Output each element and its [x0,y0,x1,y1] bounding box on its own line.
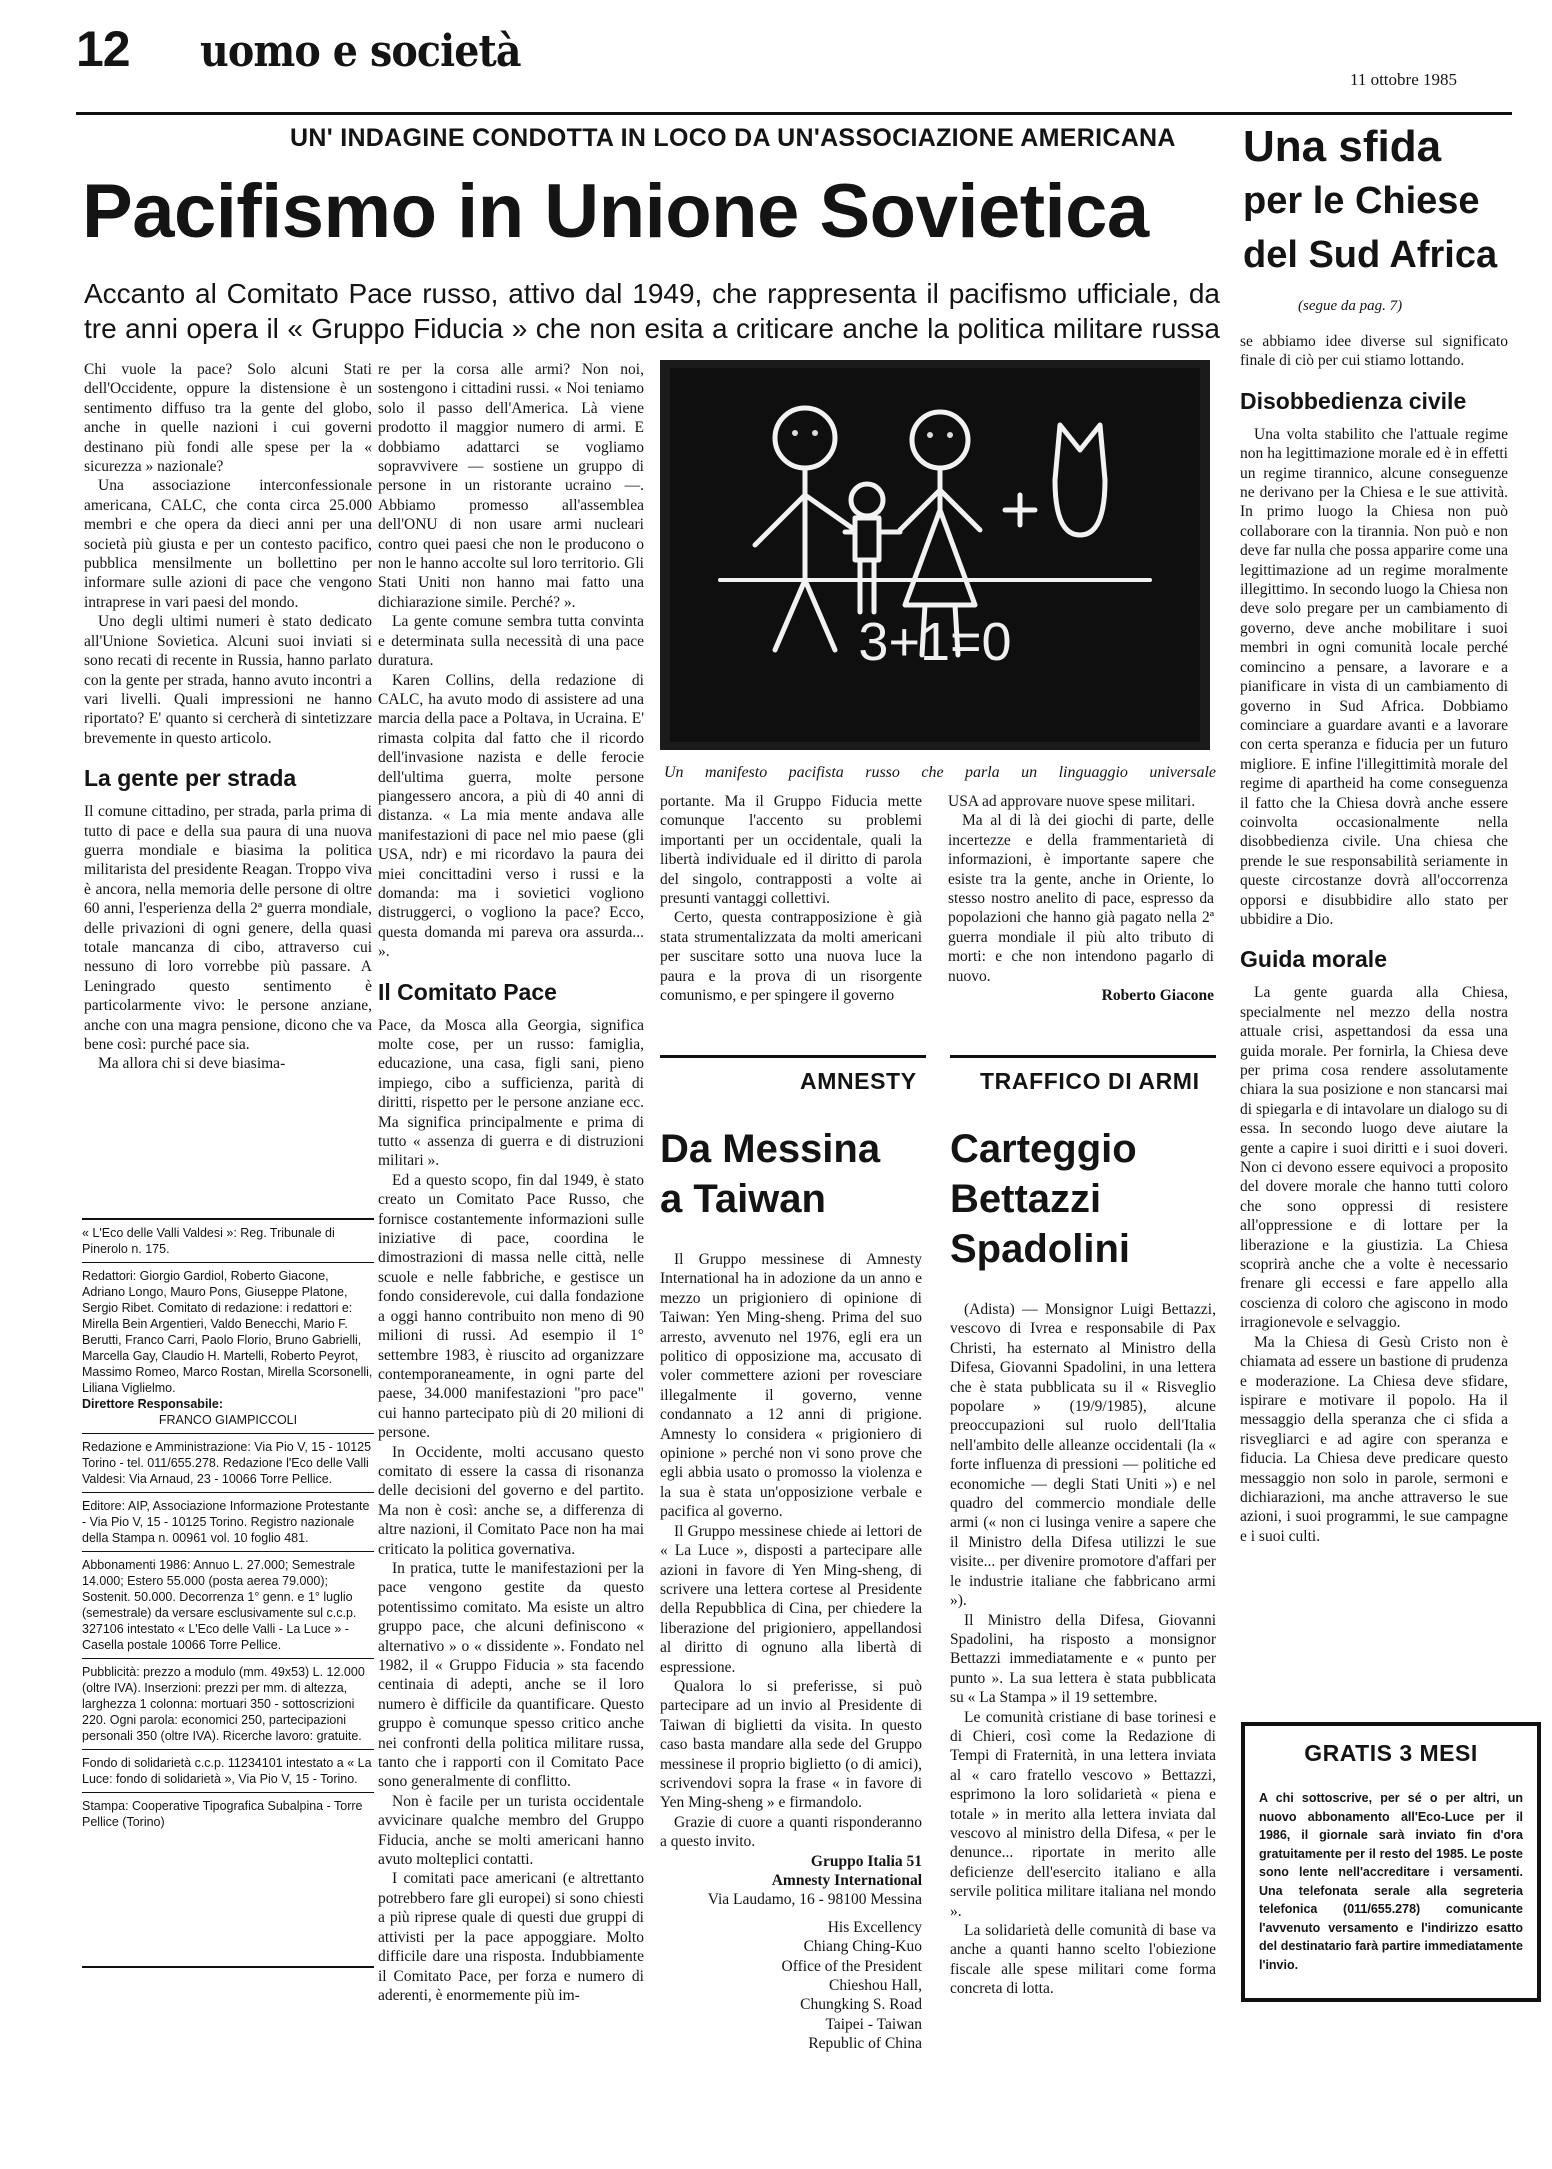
amnesty-address: Via Laudamo, 16 - 98100 Messina [707,1891,922,1909]
paragraph: Karen Collins, della redazione di CALC, ha avuto modo di assistere ad una marcia della pace a Poltava, in Ucraina. E' rimasta colpita dal fatto che il ricordo dell'invasione nazista e delle ferocie dell'ultima guerra, molte persone piangessero ancora, a più di 40 anni di distanza. « La mia mente andava alle manifestazioni di pace nel mio paese (gli USA, ndr) e mi ricordavo la paura dei miei concittadini verso i russi e la domanda: ma i sovietici vogliono distruggerci, o vogliono la pace? Ecco, questa domanda mi pareva ora assurda... ». [378,671,644,961]
paragraph: Una volta stabilito che l'attuale regime non ha legittimazione morale ed è in effetti un regime tirannico, alcune conseguenze ne derivano per la Chiesa e le sue attività. In primo luogo la Chiesa non può collaborare con la tirannia. Non può e non deve far nulla che possa apparire come una legittimazione ad un regime moralmente illegittimo. In secondo luogo la Chiesa non deve solo pregare per un cambiamento di governo, deve anche mobilitare i suoi membri in ogni comunità locale perché comincino a pensare, a lavorare e a pianificare in vista di un cambiamento di governo in Sud Africa. Dobbiamo cominciare a guardare avanti e a lavorare con certa speranza e fiducia per un futuro migliore. E infine l'illegittimità morale del regime di apartheid ha come conseguenza il fatto che la Chiesa dovrà anche essere coinvolta occasionalmente nella disobbedienza civile. Una chiesa che prende le sue responsabilità seriamente in queste circostanze dovrà all'occorrenza opporsi e disubbidire allo stato per ubbidire a Dio. [1240,425,1508,928]
traffico-title-line: Carteggio [950,1127,1137,1171]
issue-date: 11 ottobre 1985 [1349,70,1457,89]
paragraph: In pratica, tutte le manifestazioni per la pace vengono gestite da questo potentissimo comitato. Ma esiste un altro gruppo pace, che alcuni definiscono « alternativo » o « dissidente ». Fondato nel 1982, il « Gruppo Fiducia » sta facendo centinaia di adepti, anche se il loro numero è difficile da quantificare. Questo gruppo è comunque spesso critico anche nei confronti della politica militare russa, tanto che i rapporti con il Comitato Pace sono generalmente di conflitto. [378,1559,644,1791]
header-rule [76,112,1512,115]
subheading: La gente per strada [84,765,297,792]
recipient-line: Office of the President [781,1957,922,1975]
article-headline: Pacifismo in Unione Sovietica [82,169,1149,254]
amnesty-kicker: AMNESTY [800,1068,917,1094]
paragraph: Ma allora chi si deve biasima- [98,1055,286,1073]
article-kicker: UN' INDAGINE CONDOTTA IN LOCO DA UN'ASSOCIAZIONE AMERICANA [290,124,1176,152]
paragraph: Certo, questa contrapposizione è già stata strumentalizzata da molti americani per suscitare sotto una nuova luce la paura e la prova di un risorgente comunismo, e per spingere il governo [660,909,922,1005]
traffico-body [950,1300,1216,2020]
paragraph: Ma la Chiesa di Gesù Cristo non è chiamata ad essere un bastione di prudenza e moderazione. La Chiesa deve sfidare, ispirare e motivare il popolo. Ha il messaggio della speranza che ci sfida a risvegliarci e ad agire con speranza e fiducia. La Chiesa deve predicare questo messaggio non solo in parole, sermoni e dichiarazioni, ma anche attraverso le sue azioni, i suoi programmi, le sue campagne e i suoi culti. [1240,1333,1508,1545]
recipient-line: Taipei - Taiwan [825,2015,922,2033]
paragraph: Ma al di là dei giochi di parte, delle incertezze e della frammentarietà di informazioni, è importante sapere che esiste tra la gente, anche in Oriente, lo stesso nostro anelito di pace, espresso da popolazioni che hanno già pagato nella 2ª guerra mondiale il più alto tributo di morti: e che non intendono pagarlo di nuovo. [948,812,1214,985]
masthead-office: Redazione e Amministrazione: Via Pio V, 15 - 10125 Torino - tel. 011/655.278. Redazione l'Eco delle Valli Valdesi: Via Arnaud, 23 - 10066 Torre Pellice. [82,1434,374,1493]
recipient-line: Republic of China [808,2035,922,2053]
paragraph: Il Gruppo messinese di Amnesty International ha in adozione da un anno e mezzo un prigioniero di opinione di Taiwan: Yen Ming-sheng. Prima del suo arresto, avvenuto nel 1976, egli era un politico di opposizione ma, accusato di voler commettere azioni per rovesciare illegalmente il governo, venne condannato a 12 anni di prigione. Amnesty lo considera « prigioniero di opinione » perché non vi sono prove che egli abbia usato o promosso la violenza e la sua è stata un'opposizione verbale e pacifica al governo. [660,1251,922,1521]
right-article-body [1240,332,1508,1710]
paragraph: La gente comune sembra tutta convinta e determinata sulla necessità di una pace duratura. [378,613,644,670]
amnesty-body [660,1250,922,2053]
masthead-director-label: Direttore Responsabile: [82,1397,224,1411]
promo-title: GRATIS 3 MESI [1304,1740,1478,1766]
promo-text: A chi sottoscrive, per sé o per altri, un nuovo abbonamento all'Eco-Luce per il 1986, il giornale sarà inviato fin d'ora gratuitamente per il resto del 1985. Le poste sono lente nell'accreditare i versamenti. Una telefonata serale alla segreteria telefonica (011/655.278) comunicante l'avvenuto versamento e l'indirizzo esatto del destinatario farà partire immediatamente l'invio. [1259,1791,1523,1972]
paragraph: La gente guarda alla Chiesa, specialmente nel mezzo della nostra attuale crisi, aspettandosi da essa una guida morale. Per fornirla, la Chiesa deve per prima cosa rendere assolutamente chiara la sua posizione e non stancarsi mai di spiegarla e di intavolare un dialogo su di essa. In secondo luogo deve aiutare la gente a capire i suoi diritti e i suoi doveri. Non ci devono essere equivoci a proposito del dovere morale che hanno tutti coloro che sono oppressi di resistere all'oppressione e di lottare per la liberazione e la giustizia. La Chiesa scoprirà anche che a volte è necessario frenare gli eccessi e fare appello alla coscienza di coloro che agiscono in modo irragionevole e selvaggio. [1240,984,1508,1332]
masthead-fund: Fondo di solidarietà c.c.p. 11234101 intestato a « La Luce: fondo di solidarietà », Via Pio V, 15 - Torino. [82,1750,374,1793]
subheading: Disobbedienza civile [1240,387,1467,414]
masthead-director: FRANCO GIAMPICCOLI [158,1413,298,1427]
paragraph: Non è facile per un turista occidentale avvicinare qualche membro del Gruppo Fiducia, anche se molti americani hanno avuto molteplici contatti. [378,1792,644,1869]
recipient-address [660,1918,922,2054]
paragraph: (Adista) — Monsignor Luigi Bettazzi, vescovo di Ivrea e responsabile di Pax Christi, ha esternato al Ministro della Difesa, Giovanni Spadolini, in una lettera che è stata pubblicata su il « Risveglio popolare » (19/9/1985), alcune preoccupazioni sul ruolo dell'Italia nell'ambito delle alleanze occidentali (la « forte influenza di pressioni — politiche ed economiche — degli Stati Uniti ») e nel quadro del commercio mondiale delle armi (« non ci lusinga venire a sapere che il Ministro della Difesa utilizzi le sue visite... per divenire promotore d'affari per le industrie italiane che fabbricano armi »). [950,1301,1216,1610]
recipient-line: Chieshou Hall, [829,1977,922,1995]
paragraph: Uno degli ultimi numeri è stato dedicato all'Unione Sovietica. Alcuni suoi inviati si sono recati di recente in Russia, hanno parlato con la gente per strada, hanno avuto incontri a vari livelli. Quali impressioni ne hanno riportato? E' quanto si cercherà di sintetizzare brevemente in questo articolo. [84,613,372,747]
recipient-line: His Excellency [827,1918,922,1936]
masthead-staff [82,1263,374,1434]
masthead-editors: Redattori: Giorgio Gardiol, Roberto Giacone, Adriano Longo, Mauro Pons, Giuseppe Platone, Sergio Ribet. Comitato di redazione: i redattori e: Mirella Bein Argentieri, Valdo Benecchi, Mario F. Berutti, Franco Carri, Paolo Florio, Bruno Gabrielli, Marcella Gay, Claudio H. Martelli, Roberto Peyrot, Massimo Romeo, Marco Rostan, Mirella Scorsonelli, Liliana Viglielmo. [82,1269,373,1395]
subscription-promo-box [1241,1722,1541,2002]
right-title-line: per le Chiese [1243,180,1480,222]
masthead-printer: Stampa: Cooperative Tipografica Subalpina - Torre Pellice (Torino) [82,1799,363,1829]
amnesty-title-line: Da Messina [660,1127,881,1171]
recipient-line: Chungking S. Road [800,1996,922,2014]
subheading: Il Comitato Pace [378,978,557,1005]
paragraph: Ed a questo scopo, fin dal 1949, è stato creato un Comitato Pace Russo, che fornisce costantemente informazioni sulle iniziative di pace, coordina le dimostrazioni di massa nelle città, nelle scuole e nelle fabbriche, e gestisce un fondo considerevole, cui dalla fondazione a oggi hanno contribuito non meno di 90 milioni di russi. Ad esempio il 1° settembre 1983, è riuscito ad organizzare contemporaneamente, in ogni parte del paese, 34.000 manifestazioni "pro pace" cui hanno partecipato più di 20 milioni di persone. [378,1171,644,1442]
recipient-line: Chiang Ching-Kuo [803,1938,922,1956]
paragraph: Le comunità cristiane di base torinesi e di Chieri, così come la Redazione di Tempi di Fraternità, in una lettera inviata al « caro fratello vescovo » Bettazzi, esprimono la loro solidarietà « piena e totale » in merito alla lettera inviata dal vescovo al ministro della Difesa, « per le denunce... riportate in merito alle deficienze dell'esercito italiano e alla servile politica militare italiana nel mondo ». [950,1708,1216,1920]
section-name: uomo e società [200,26,521,77]
paragraph: portante. Ma il Gruppo Fiducia mette comunque l'accento su problemi importanti per un occidentale, quali la libertà individuale ed il diritto di parola del singolo, contrapposti a volte ai presunti vantaggi collettivi. [660,793,922,908]
article-column-2 [378,360,644,2004]
paragraph: I comitati pace americani (e altrettanto potrebbero fare gli europei) si sono chiesti a più riprese quale di questi due gruppi di attivisti per la pace appoggiare. Molto difficile dare una risposta. Indubbiamente il Comitato Pace, per forza e numero di aderenti, è enormemente più im- [378,1870,644,2004]
traffico-title-line: Spadolini [950,1227,1130,1271]
traffico-title-line: Bettazzi [950,1177,1102,1221]
paragraph: Il comune cittadino, per strada, parla prima di tutto di pace e della sua paura di una nuova guerra mondiale e biasima la politica militarista del presidente Reagan. Troppo viva è ancora, nella memoria delle persone di oltre 60 anni, l'esperienza della 2ª guerra mondiale, delle privazioni di ogni genere, della quasi totale mancanza di cibo, attraverso cui nessuno di loro vorrebbe più passare. A Leningrado questo sentimento è particolarmente vivo: le persone anziane, anche con una magra pensione, dicono che va bene così: purché pace sia. [84,803,372,1053]
amnesty-signature: Gruppo Italia 51 [810,1852,922,1870]
article-column-1 [84,360,372,1205]
traffico-kicker: TRAFFICO DI ARMI [980,1068,1200,1094]
continued-from-note: (segue da pag. 7) [1298,298,1403,314]
masthead-registration: « L'Eco delle Valli Valdesi »: Reg. Tribunale di Pinerolo n. 175. [82,1220,374,1263]
amnesty-title-line: a Taiwan [660,1177,826,1221]
paragraph: Qualora lo si preferisse, si può partecipare ad un invio al Presidente di Taiwan di biglietti da visita. In questo caso basta mandare alla sede del Gruppo messinese il proprio biglietto (o di amici), scrivendovi sopra la frase « in favore di Yen Ming-sheng » e firmandolo. [660,1677,922,1812]
paragraph: re per la corsa alle armi? Non noi, sostengono i cittadini russi. « Noi teniamo solo il passo dell'America. Là viene prodotto il maggior numero di armi. E dobbiamo adattarci se vogliamo sopravvivere — sostiene un gruppo di persone in un ristorante ucraino —. Abbiamo promesso all'assemblea dell'ONU di non usare armi nucleari contro quei paesi che non le producono o non le hanno accolte sul loro territorio. Gli Stati Uniti non hanno mai fatto una dichiarazione simile. Perché? ». [378,361,644,611]
amnesty-signature: Amnesty International [771,1872,922,1889]
paragraph: In Occidente, molti accusano questo comitato di essere la cassa di risonanza delle decisioni del governo e del partito. Ma non è così: anche se, a differenza di altre nazioni, il Comitato Pace non ha mai criticato la politica governativa. [378,1443,644,1558]
page-number: 12 [76,21,130,77]
traffico-title [950,1124,1137,1274]
right-title-line: del Sud Africa [1243,234,1498,276]
paragraph: La solidarietà delle comunità di base va anche a quanti hanno scelto l'obiezione fiscale alle spese militari come forma concreta di lotta. [950,1922,1216,1998]
masthead-box [82,1218,374,1968]
poster-drawing-icon [660,360,1210,750]
traffico-rule [950,1055,1216,1058]
byline: Roberto Giacone [1101,987,1214,1005]
paragraph: Il Ministro della Difesa, Giovanni Spadolini, ha risposto a monsignor Bettazzi immediatamente e « punto per punto ». La sua lettera è stata pubblicata su « La Stampa » il 19 settembre. [950,1611,1216,1707]
article-column-3 [660,792,922,1017]
subheading: Guida morale [1240,946,1387,973]
masthead-publisher: Editore: AIP, Associazione Informazione Protestante - Via Pio V, 15 - 10125 Torino. Registro nazionale della Stampa n. 00961 vol. 10 foglio 481. [82,1493,374,1552]
right-title-line: Una sfida [1243,122,1442,171]
photo-caption: Un manifesto pacifista russo che parla un linguaggio universale [664,764,1216,781]
protest-poster-photo [660,360,1210,750]
paragraph: Una associazione interconfessionale americana, CALC, che conta circa 25.000 membri e che opera da dieci anni per una società più giusta e per un contesto pacifico, pubblica mensilmente un bollettino per informare sulle azioni di pace che vengono intraprese in vari paesi del mondo. [84,477,372,611]
right-article-title [1243,120,1497,282]
paragraph: Pace, da Mosca alla Georgia, significa molte cose, per un russo: famiglia, educazione, una casa, figli sani, pieno impiego, cibo a sufficienza, parità di diritti, rispetto per le persone anziane ecc. Ma significa principalmente e prima di tutto « assenza di guerra e di distruzioni militari ». [378,1016,644,1170]
paragraph: Grazie di cuore a quanti risponderanno a questo invito. [660,1813,922,1851]
masthead-advertising: Pubblicità: prezzo a modulo (mm. 49x53) L. 12.000 (oltre IVA). Inserzioni: prezzi per mm. di altezza, larghezza 1 colonna: mortuari 350 - sottoscrizioni 220. Ogni parola: economici 250, partecipazioni personali 350 (oltre IVA). Ricerche lavoro: gratuite. [82,1659,374,1750]
paragraph: USA ad approvare nuove spese militari. [948,793,1196,810]
masthead-subscriptions: Abbonamenti 1986: Annuo L. 27.000; Semestrale 14.000; Estero 55.000 (posta aerea 79.000); Sostenit. 50.000. Decorrenza 1° genn. e 1° luglio (semestrale) da versare esclusivamente sul c.c.p. 327106 intestato « L'Eco delle Valli - La Luce » - Casella postale 10066 Torre Pellice. [82,1552,374,1659]
article-lead: Accanto al Comitato Pace russo, attivo dal 1949, che rappresenta il pacifismo ufficiale, da tre anni opera il « Gruppo Fiducia » che non esita a criticare anche la politica militare russa [84,278,1220,344]
paragraph: Chi vuole la pace? Solo alcuni Stati dell'Occidente, oppure la distensione è un sentimento diffuso tra la gente del globo, anche in quelle nazioni i cui governi destinano più fondi alle spese per la « sicurezza » nazionale? [84,361,372,476]
amnesty-rule [660,1055,926,1058]
amnesty-title [660,1124,880,1224]
paragraph: Il Gruppo messinese chiede ai lettori de « La Luce », disposti a partecipare alle azioni in favore di Yen Ming-sheng, di scrivere una lettera cortese al Presidente della Repubblica di Cina, per chiedere la liberazione del prigioniero, appellandosi al diritto di ognuno alla libertà di espressione. [660,1522,922,1676]
poster-equation: 3+1=0 [858,612,1012,672]
article-column-4 [948,792,1214,1017]
paragraph: se abbiamo idee diverse sul significato finale di ciò per cui stiamo lottando. [1240,333,1508,370]
